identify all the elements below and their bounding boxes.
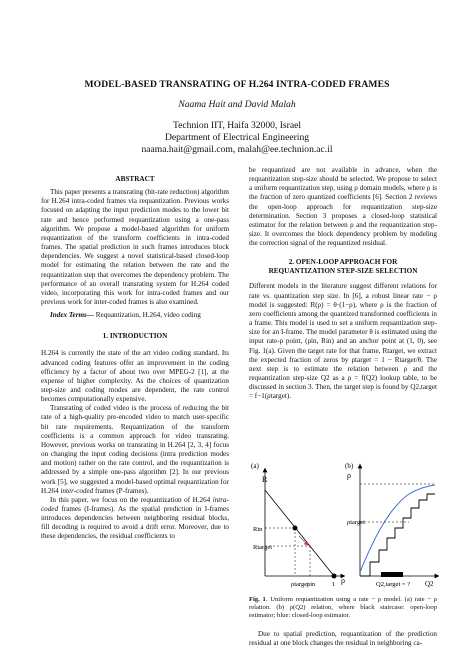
panel-a-y-label: R [262, 475, 268, 484]
section-2-paragraph-1: Different models in the literature suggest different relations for rate vs. quantization step size. In [6], a robust linear rate − ρ model is suggested: R(ρ) = θ·(1−ρ), where ρ is the fraction of zero coefficients among the quantized transformed coefficients in a frame. This model is used to set a uniform requantization step-size for an I-frame. The model parameter θ is estimated using the input rate-ρ point, (ρin, Rin) and an anchor point at (1, 0), see Fig. 1(a). Given the target rate for that frame, Rtarget, we extract the expected fraction of zeros by ρtarget = 1 − Rtarget/θ. The next step is to estimate the relation between ρ and the requantization step-size Q2 as a ρ = f(Q2) lookup table, to be discussed in section 3. Then, the target step is found by Q2,target = f−1(ρtarget). [249, 282, 437, 401]
intro-paragraph-1: H.264 is currently the state of the art video coding standard. Its advanced coding features offer an improvement in the coding efficiency by a factor of about two over MPEG-2 [1], at the expense of higher complexity. As the choices of quantization step-size and coding modes are dependent, the rate control becomes computationally expensive. [41, 349, 229, 404]
index-terms-label: Index Terms— [50, 311, 94, 320]
index-terms-values: Requantization, H.264, video coding [93, 311, 201, 320]
figure-caption-label: Fig. 1 [249, 596, 266, 603]
index-terms [41, 311, 229, 320]
one-label: 1 [332, 581, 336, 588]
figure-1 [249, 458, 439, 588]
input-point [293, 526, 298, 531]
paper-title: MODEL-BASED TRANSRATING OF H.264 INTRA-CODED FRAMES [84, 79, 390, 90]
panel-b-x-label: Q2 [425, 580, 434, 588]
figure-caption-text: . Uniform requantization using a rate − ρ model. (a) rate − ρ relation. (b) ρ(Q2) relation, where black staircase: open-loop estimator; blue: closed-loop estimator. [249, 596, 437, 620]
rho-in-label: ρin [307, 581, 316, 588]
right-paragraph-2-block [249, 630, 437, 648]
abstract-text: This paper presents a transrating (bit-rate reduction) algorithm for H.264 intra-coded frames via requantization. Previous works focused on adapting the input prediction modes to the lower bit rate and hence performed requantization using a one-pass algorithm. We propose a model-based algorithm for uniform requantization of the transform coefficients in intra-coded frames. The spatial prediction in such frames introduces block dependencies. We suggest a novel statistical-based closed-loop model for estimating the relation between the rate and the requantization step that overcomes the dependency problem. The performance of an overall transrating system for H.264 coded video, incorporating this work for intra-coded frames and our previous work for inter-coded frames is also examined. [41, 188, 229, 307]
q-target-label: Q2,target = ? [376, 581, 411, 588]
intro-p2-text: Transrating of coded video is the process of reducing the bit rate of a high-quality pre-encoded video to match user-specific bit rate requirements. Requantization of the transform coefficients is a common approach for video transrating. However, previous works on transrating in H.264 [2, 3, 4] focus on changing the input coding decisions (intra prediction modes and motion) rather on the rate control, and the requantization is addressed by a simple one-pass algorithm [2]. In our previous work [5], we suggested a model-based optimal requantization for H.264 [41, 404, 229, 495]
closed-loop-curve [360, 485, 435, 572]
intro-p3-end: frames (I-frames). As the spatial prediction in I-frames introduces dependencies between neighboring residual blocks, fill decoding is required to avoid a drift error. Moreover, due to these dependencies, the residual coefficients to [41, 505, 229, 541]
section-2-heading-line-2: REQUANTIZATION STEP-SIZE SELECTION [268, 267, 418, 276]
q-target-range [381, 572, 403, 577]
intro-paragraph-3 [41, 496, 229, 542]
rho-target-label: ρtarget [291, 581, 309, 588]
right-paragraph-2: Due to spatial prediction, requantization of the prediction residual at one block changes the residual in neighboring ca- [249, 630, 437, 648]
affiliation-line-1: Technion IIT, Haifa 32000, Israel [172, 120, 302, 131]
intro-p2-end: frames (P-frames). [93, 486, 149, 495]
intro-p2-italic: inter-coded [60, 486, 94, 495]
paper-authors: Naama Hait and David Malah [178, 99, 296, 110]
abstract-heading: ABSTRACT [115, 175, 155, 183]
intro-p3-text: In this paper, we focus on the requantization of H.264 [50, 495, 213, 504]
open-loop-staircase [360, 494, 435, 576]
right-paragraph-1: be requantized are not available in advance, when the requantization step-size should be selected. We propose to select a uniform requantization step, using ρ domain models, where ρ is the fraction of zero quantized coefficients [6]. Section 2 reviews the open-loop approach for requantization step-size determination. Section 3 proposes a closed-loop statistical estimator for the relation between ρ and the requantization step-size. It overcomes the block dependency problem by modeling the correction signal of the requantized residual. [249, 166, 437, 248]
panel-b-y-label: ρ [347, 471, 351, 480]
section-2-heading-line-1: 2. OPEN-LOOP APPROACH FOR [288, 258, 398, 267]
intro-p3-italic: intra-coded [41, 495, 229, 513]
rate-rho-line [265, 490, 334, 576]
rin-label: Rin [253, 526, 263, 533]
intro-heading: 1. INTRODUCTION [102, 332, 168, 341]
affiliation-line-3: naama.hait@gmail.com, malah@ee.technion.ac.il [141, 144, 333, 155]
intro-paragraph-2 [41, 404, 229, 496]
affiliation-line-2: Department of Electrical Engineering [164, 132, 310, 143]
left-column [41, 175, 229, 542]
figure-caption [249, 596, 437, 621]
panel-a-label: (a) [251, 462, 259, 470]
anchor-point [332, 574, 337, 579]
b-rho-target-label: ρtarget [347, 519, 365, 526]
panel-b-label: (b) [345, 462, 354, 470]
right-column [249, 166, 437, 401]
rtarget-label: Rtarget [253, 544, 273, 551]
panel-a-x-label: ρ [341, 576, 345, 585]
